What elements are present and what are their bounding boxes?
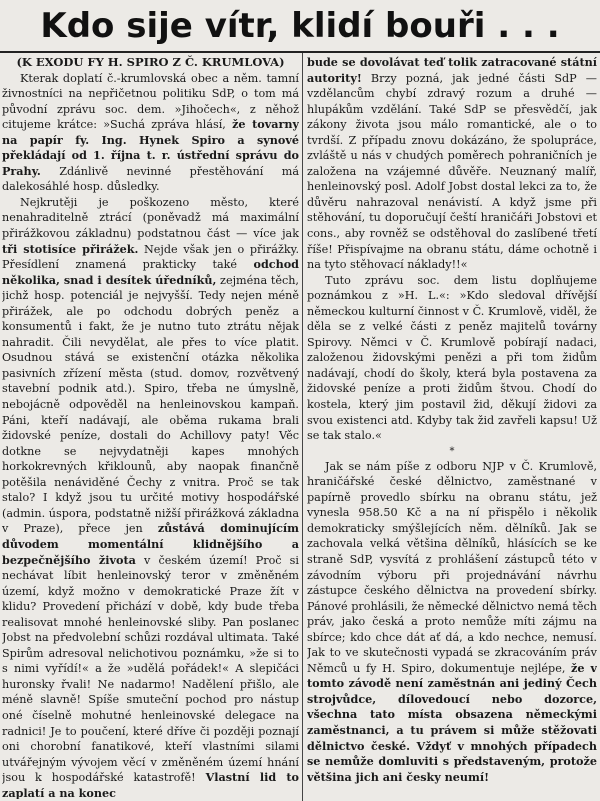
paragraph: Kterak doplatí č.-krumlovská obec a něm. tamní živnostníci na nepřičetnou politiku SdP, o tom má původní zprávu soc. dem. »Jihočech«, z něhož citujeme krátce: »Suchá zpráva hlásí, že tovarny na papír fy. Ing. Hynek Spiro a synové překládají od 1. října t. r. ústřední správu do Prahy. Zdánlivě nevinné přestěhování má dalekosáhlé hosp. důsledky. (2, 71, 299, 194)
right-column (307, 55, 597, 799)
headline: Kdo sije vítr, klidí bouři . . . (40, 6, 560, 46)
paragraph: Jak se nám píše z odboru NJP v Č. Krumlově, hraničářské české dělnictvo, zaměstnané v papírně provedlo sbírku na obranu státu, jež vynesla 958.50 Kč a na ní přispělo i několik demokraticky smýšlejících něm. dělníků. Jak se zachovala velká většina dělníků, hlásících se ke straně SdP, vysvítá z prohlášení zástupců této v závodním výboru při projednávání návrhu zástupce českého dělnictva na provedení sbírky. Pánové prohlásili, že německé dělnictvo nemá těch práv, jako česká a proto nemůže míti zájmu na sbírce; kdo chce dát ať dá, a kdo nechce, nemusí. Jak to ve skutečnosti vypadá se zkracováním práv Němců u fy H. Spiro, dokumentuje nejlépe, že v tomto závodě není zaměstnán ani jediný Čech strojvůdce, dílovedoucí nebo dozorce, všechna tato místa obsazena německými zaměstnanci, a tu právem si může stěžovati dělnictvo české. Vždyť v mnohých případech se nemůže domluviti s představeným, protože většina jich ani česky neumí! (307, 459, 597, 784)
column-divider (302, 53, 303, 801)
left-column (2, 55, 299, 799)
section-separator: * (449, 445, 455, 457)
paragraph: Tuto zprávu soc. dem listu doplňujeme poznámkou z »H. L.«: »Kdo sledoval dřívější německou kulturní činnost v Č. Krumlově, viděl, že děla se z velké části z peněz majitelů továrny Spirovy. Němci v Č. Krumlově pobírají nadaci, založenou židovskými penězi a při tom židům nadávají, chodí do školy, která byla postavena za židovské peníze a proti židům štvou. Chodí do kostela, který jim postavil žid, děkují židovi za svou existenci atd. Kdyby tak žid zavřeli kapsu! Už se tak stalo.« (307, 273, 597, 443)
article-subheading: (K EXODU FY H. SPIRO Z Č. KRUMLOVA) (16, 55, 285, 69)
paragraph: bude se dovolávat teď tolik zatracované státní autority! Brzy pozná, jak jedné části SdP — vzdělancům chybí zdravý rozum a druhé — hlupákům vzdělání. Také SdP se přesvědčí, jak zákony života jsou málo romantické, ale o to tvrdší. Z případu znovu dokázáno, že spolupráce, zvláště u nás v chudých poměrech pohraničních je založena na vzájemné důvěře. Neuznaný malíř, henleinovský posl. Adolf Jobst dostal lekci za to, že důvěru nahrazoval nenávistí. A když jsme při stěhování, tu doporučují čeští hraničáři Jobstovi et cons., aby rovněž se odstěhoval do zaslíbené třetí říše! Přispívajme na obranu státu, dáme ochotně i na tyto stěhovací náklady!!« (307, 55, 597, 272)
headline-rule (0, 51, 600, 53)
paragraph: Nejkrutěji je poškozeno město, které nenahraditelně ztrácí (poněvadž má maximální přirážkovou základnu) podstatnou část — více jak tři stotisíce přirážek. Nejde však jen o přirážky. Přesídlení znamená prakticky také odchod několika, snad i desítek úředníků, zejména těch, jichž hosp. potenciál je nejvyšší. Tedy nejen méně přirážek, ale po odchodu dobrých peněz a konsumentů i fakt, že je nutno tuto ztrátu nějak nahradit. Čili nevydělat, ale přes to více platit. Osudnou stává se existenční otázka několika pasivních zřízení města (stud. domov, rozvětvený stavební podnik atd.). Spiro, třeba ne úmyslně, nebojácně odpověděl na henleinovskou kampaň. Páni, kteří nadávají, ale oběma rukama brali židovské peníze, dostali do Achillovy paty! Věc dotkne se nejvydatněji kapes mnohých horkokrevných křiklounů, aby naopak finančně potěšila nenáviděné Čechy z vnitra. Proč se tak stalo? I když jsou tu určité motivy hospodářské (admin. úspora, podstatně nižší přirážková základna v Praze), přece jen zůstává dominujícím důvodem momentální klidnějšího a bezpečnějšího života v českém území! Proč si nechávat líbit henleinovský teror v změněném území, když možno v demokratické Praze žít v klidu? Provedení přichází v době, kdy bude třeba realisovat mnohé henleinovské sliby. Pan poslanec Jobst na předvolební schůzi rozdával ultimata. Také Spirům adresoval nelichotivou poznámku, »že si to s nimi vyřídí!« a že »udělá pořádek!« A slepičáci huronsky řvali! Ne nadarmo! Nadělení přišlo, ale méně slavně! Spíše smuteční pochod pro nástup oné číselně mohutné henleinovské delegace na radnici! Je to poučení, které dříve či později poznají oni chorobní fanatikové, kteří vlastními silami utvářejným vývojem věcí v změněném území hnání jsou k hospodářské katastrofě! Vlastní lid to zaplatí a na konec (2, 195, 299, 799)
